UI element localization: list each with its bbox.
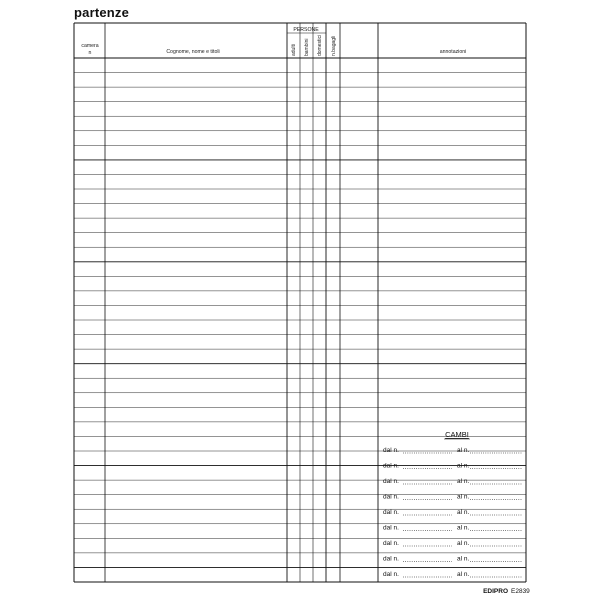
cambi-from-label: dal n. <box>383 478 399 485</box>
cambi-to-label: al n. <box>457 555 470 563</box>
cambi-title: CAMBI <box>445 430 469 439</box>
cambi-to-label: al n. <box>457 509 470 516</box>
cambi-to-label: al n. <box>457 493 470 501</box>
cambi-from-label: dal n. <box>383 509 399 516</box>
cambi-from-label: dal n. <box>383 493 399 501</box>
header-annotazioni: annotazioni <box>439 49 467 55</box>
cambi-from-label: dal n. <box>383 555 399 563</box>
cambi-rows <box>383 447 522 578</box>
header-adulti: adulti <box>291 44 297 56</box>
cambi-from-label: dal n. <box>383 524 399 532</box>
cambi-to-label: al n. <box>457 571 470 578</box>
header-camera-n: n <box>88 50 92 56</box>
cambi-to-label: al n. <box>457 540 470 547</box>
header-bagagli: n.bagagli <box>331 35 337 56</box>
cambi-from-label: dal n. <box>383 447 399 454</box>
header-persone: PERSONE <box>293 27 319 33</box>
form-title: partenze <box>74 5 130 20</box>
footer-brand: EDIPRO <box>483 588 508 595</box>
cambi-to-label: al n. <box>457 478 470 485</box>
cambi-from-label: dal n. <box>383 462 399 470</box>
header-camera: camera <box>81 43 99 49</box>
cambi-to-label: al n. <box>457 462 470 470</box>
cambi-to-label: al n. <box>457 524 470 532</box>
header-bambini: bambini <box>304 38 310 56</box>
cambi-from-label: dal n. <box>383 571 399 578</box>
cambi-from-label: dal n. <box>383 540 399 547</box>
header-name: Cognome, nome e titoli <box>166 49 220 55</box>
footer-code: E2839 <box>511 588 530 595</box>
cambi-to-label: al n. <box>457 447 470 454</box>
header-domestici: domestici <box>317 34 323 56</box>
